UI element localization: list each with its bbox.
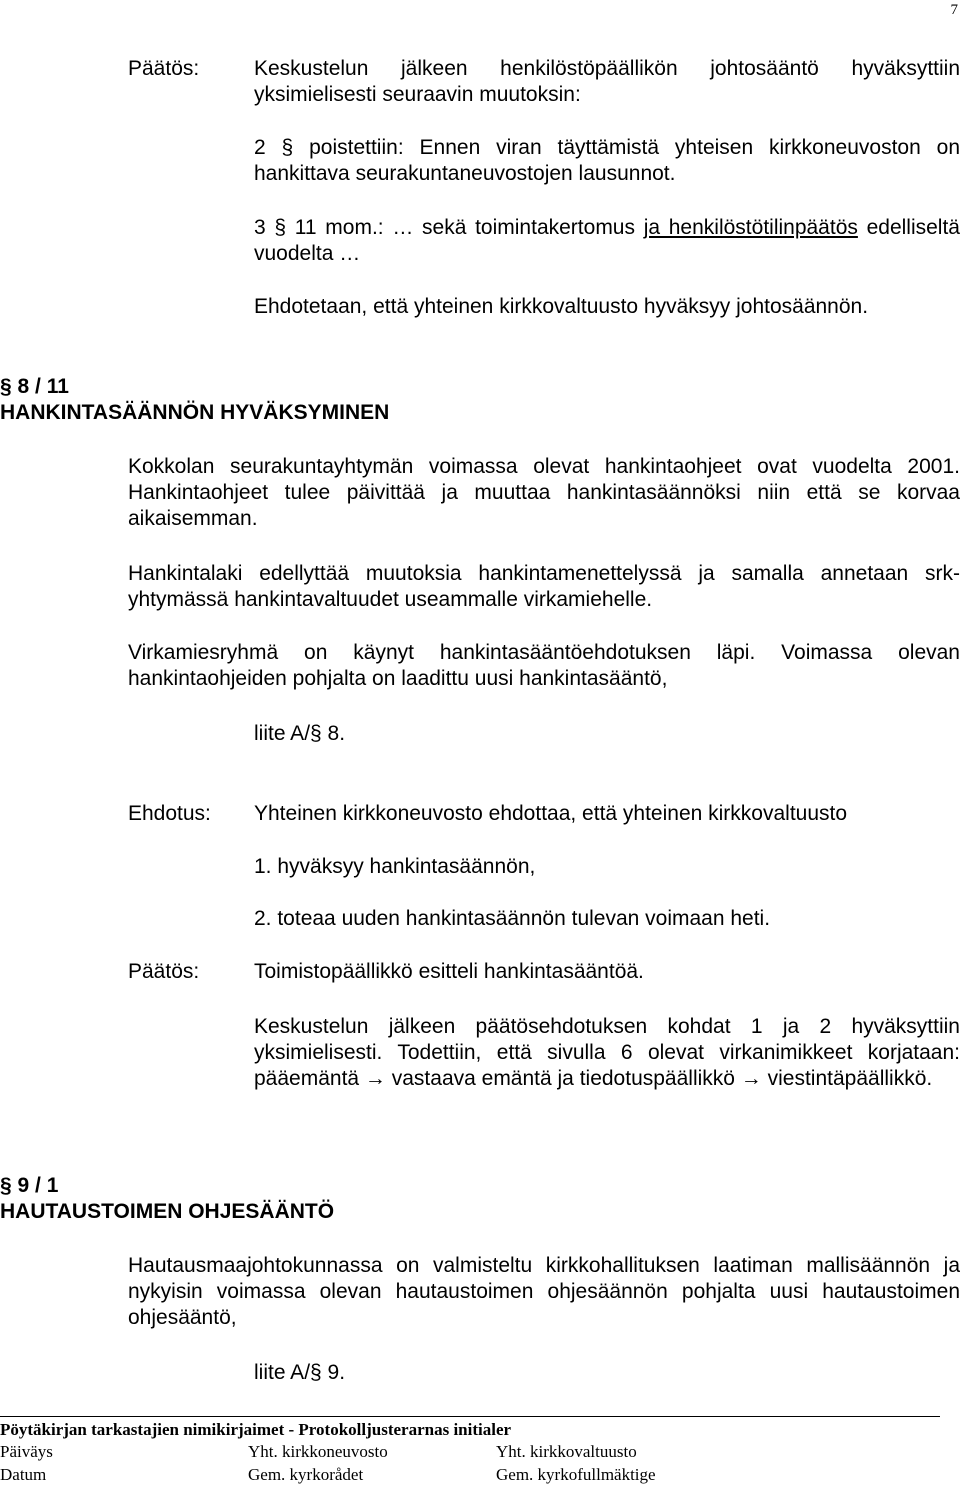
change-item-2 [254, 215, 960, 267]
footer-council-fi: Yht. kirkkoneuvosto [248, 1442, 388, 1461]
page-number: 7 [950, 2, 958, 18]
section-8-number: § 8 / 11 [0, 375, 69, 398]
section-8-decision-2: Keskustelun jälkeen päätösehdotuksen kohdat 1 ja 2 hyväksyttiin yksimielisesti. Todettiin, että sivulla 6 olevat virkanimikkeet korjataan: pääemäntä → vastaava emäntä ja tiedotuspäällikkö → viestintäpäällikkö. [254, 1015, 960, 1090]
proposal-item-2: 2. toteaa uuden hankintasäännön tulevan voimaan heti. [254, 907, 771, 930]
change-item-2-suffix: edelliseltä vuodelta … [254, 216, 960, 265]
section-8-decision-label: Päätös: [128, 960, 200, 983]
section-8-title: HANKINTASÄÄNNÖN HYVÄKSYMINEN [0, 401, 390, 424]
decision-intro: Keskustelun jälkeen henkilöstöpäällikön johtosääntö hyväksyttiin yksimielisesti seuraavin muutoksin: [254, 57, 960, 106]
decision-label: Päätös: [128, 57, 200, 80]
proposal-intro: Yhteinen kirkkoneuvosto ehdottaa, että yhteinen kirkkovaltuusto [254, 802, 848, 825]
footer-council-sv: Gem. kyrkorådet [248, 1465, 364, 1484]
proposal-item-1: 1. hyväksyy hankintasäännön, [254, 855, 536, 878]
section-9-attachment: liite A/§ 9. [254, 1361, 346, 1384]
footer-heading: Pöytäkirjan tarkastajien nimikirjaimet - Protokolljusterarnas initialer [0, 1420, 512, 1439]
change-item-2-prefix: 3 § 11 mom.: … sekä toimintakertomus [254, 216, 644, 239]
section-9-paragraph-1: Hautausmaajohtokunnassa on valmisteltu kirkkohallituksen laatiman mallisäännön ja nykyisin voimassa olevan hautaustoimen ohjesäännön pohjalta uusi hautaustoimen ohjesääntö, [128, 1254, 960, 1329]
section-9-number: § 9 / 1 [0, 1174, 59, 1197]
section-8-paragraph-1: Kokkolan seurakuntayhtymän voimassa olevat hankintaohjeet ovat vuodelta 2001. Hankintaohjeet tulee päivittää ja muuttaa hankintasäännöksi niin että se korvaa aikaisemman. [128, 455, 960, 530]
footer-date-fi: Päiväys [0, 1442, 53, 1461]
footer-date-sv: Datum [0, 1465, 47, 1484]
change-item-2-underlined: ja henkilöstötilinpäätös [643, 216, 858, 239]
section-8-decision-1: Toimistopäällikkö esitteli hankintasääntöä. [254, 960, 644, 983]
change-item-1: 2 § poistettiin: Ennen viran täyttämistä yhteisen kirkkoneuvoston on hankittava seurakuntaneuvostojen lausunnot. [254, 136, 960, 185]
proposal-label: Ehdotus: [128, 802, 211, 825]
section-8-attachment: liite A/§ 8. [254, 722, 346, 745]
footer-assembly-sv: Gem. kyrkofullmäktige [496, 1465, 656, 1484]
section-9-title: HAUTAUSTOIMEN OHJESÄÄNTÖ [0, 1200, 335, 1223]
footer-divider [0, 1416, 940, 1417]
section-8-paragraph-3: Virkamiesryhmä on käynyt hankintasääntöehdotuksen läpi. Voimassa olevan hankintaohjeiden pohjalta on laadittu uusi hankintasääntö, [128, 641, 960, 690]
footer-assembly-fi: Yht. kirkkovaltuusto [496, 1442, 637, 1461]
section-8-paragraph-2: Hankintalaki edellyttää muutoksia hankintamenettelyssä ja samalla annetaan srk-yhtymässä hankintavaltuudet useammalle virkamiehelle. [128, 562, 960, 611]
proposal-text: Ehdotetaan, että yhteinen kirkkovaltuusto hyväksyy johtosäännön. [254, 295, 869, 318]
